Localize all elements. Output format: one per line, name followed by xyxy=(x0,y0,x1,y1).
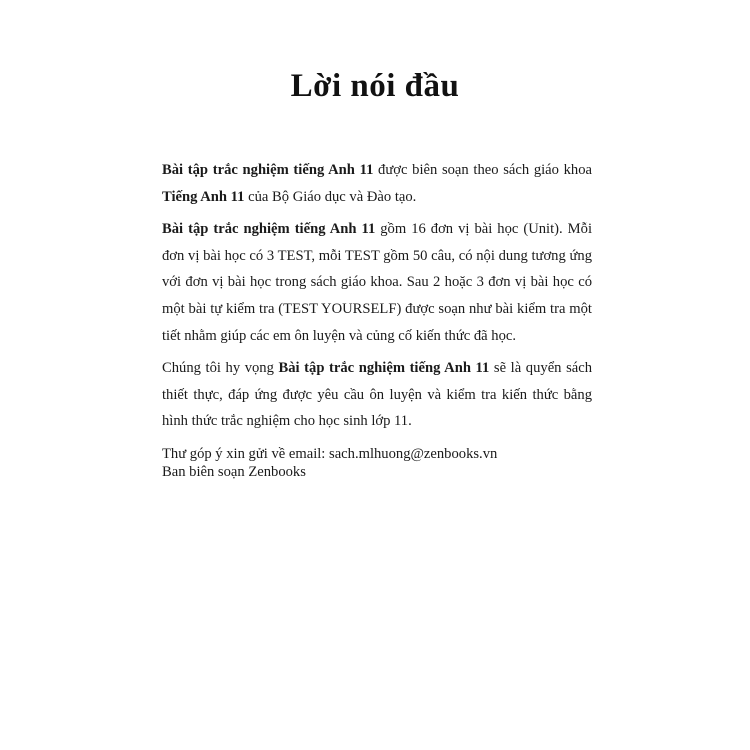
paragraph-text: Thư góp ý xin gửi về email: xyxy=(162,445,330,462)
paragraph-text: của Bộ Giáo dục và Đào tạo. xyxy=(244,188,417,205)
book-title-bold: Bài tập trắc nghiệm tiếng Anh 11 xyxy=(278,360,490,377)
contact-email: sach.mlhuong@zenbooks.vn xyxy=(329,445,498,462)
paragraph-text: sẽ là quyển sách thiết thực, đáp ứng được yêu cầu ôn luyện và kiểm tra kiến thức bằng hình thức trắc nghiệm cho học sinh lớp 11. xyxy=(162,360,592,430)
paragraph-text: được biên soạn theo sách giáo khoa xyxy=(373,162,593,178)
paragraph-text: gồm 16 đơn vị bài học (Unit). Mỗi đơn vị bài học có 3 TEST, mỗi TEST gồm 50 câu, có nội dung tương ứng với đơn vị bài học trong sách giáo khoa. Sau 2 hoặc 3 đơn vị bài học có một bài tự kiểm tra (TEST YOURSELF) được soạn như bài kiểm tra một tiết nhằm giúp các em ôn luyện và củng cố kiến thức đã học. xyxy=(162,221,592,344)
paragraph-text: Chúng tôi hy vọng xyxy=(162,360,279,377)
preface-paragraph-3 xyxy=(162,355,592,435)
book-title-bold: Bài tập trắc nghiệm tiếng Anh 11 xyxy=(162,221,376,238)
book-title-bold: Bài tập trắc nghiệm tiếng Anh 11 xyxy=(162,162,374,178)
preface-paragraph-2 xyxy=(162,216,592,349)
preface-body xyxy=(162,157,592,474)
signature: Ban biên soạn Zenbooks xyxy=(162,464,306,480)
page-title: Lời nói đầu xyxy=(290,68,460,104)
textbook-title-bold: Tiếng Anh 11 xyxy=(162,188,245,205)
preface-paragraph-1 xyxy=(162,157,592,210)
